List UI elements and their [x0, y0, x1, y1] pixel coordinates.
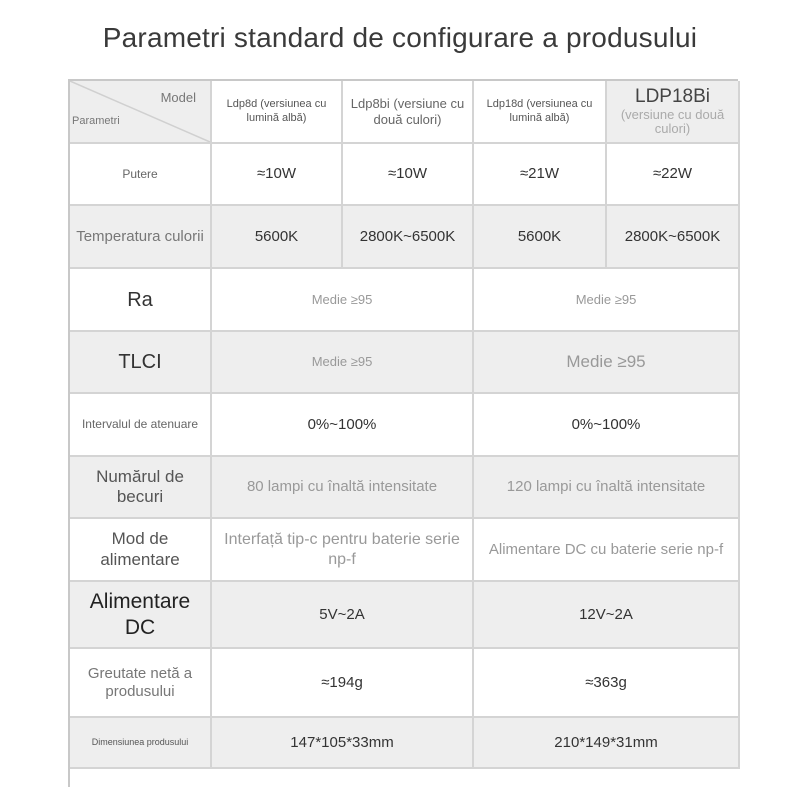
- header-col-ldp8d: Ldp8d (versiunea cu lumină albă): [212, 81, 343, 144]
- row-label-tlci: TLCI: [70, 332, 212, 394]
- row-label-putere: Putere: [70, 144, 212, 206]
- row-label-becuri: Numărul de becuri: [70, 457, 212, 519]
- row-label-atenuare: Intervalul de atenuare: [70, 394, 212, 457]
- corner-model-label: Model: [160, 90, 196, 105]
- cell-atenuare-left: 0%~100%: [212, 394, 474, 457]
- cell-becuri-left: 80 lampi cu înaltă intensitate: [212, 457, 474, 519]
- row-label-dc: Alimentare DC: [70, 582, 212, 649]
- cell-becuri-right: 120 lampi cu înaltă intensitate: [474, 457, 740, 519]
- row-label-alimentare: Mod de alimentare: [70, 519, 212, 582]
- header-col-ldp18bi: [607, 81, 740, 144]
- cell-ra-left: Medie ≥95: [212, 269, 474, 332]
- cell-dimensiuni-right: 210*149*31mm: [474, 718, 740, 769]
- cell-temp-2: 2800K~6500K: [343, 206, 474, 269]
- spec-table: [68, 79, 738, 787]
- cell-temp-4: 2800K~6500K: [607, 206, 740, 269]
- header-col4-main: LDP18Bi: [635, 86, 710, 108]
- row-label-greutate: Greutate netă a produsului: [70, 649, 212, 718]
- cell-alimentare-left: Interfață tip-c pentru baterie serie np-f: [212, 519, 474, 582]
- cell-dimensiuni-left: 147*105*33mm: [212, 718, 474, 769]
- page-title: Parametri standard de configurare a produsului: [102, 22, 698, 53]
- cell-putere-1: ≈10W: [212, 144, 343, 206]
- corner-param-label: Parametri: [72, 114, 120, 127]
- cell-temp-3: 5600K: [474, 206, 607, 269]
- cell-tlci-left: Medie ≥95: [212, 332, 474, 394]
- header-col-ldp18d: Ldp18d (versiunea cu lumină albă): [474, 81, 607, 144]
- row-label-dimensiuni: Dimensiunea produsului: [70, 718, 212, 769]
- cell-putere-3: ≈21W: [474, 144, 607, 206]
- row-label-ra: Ra: [70, 269, 212, 332]
- cell-ra-right: Medie ≥95: [474, 269, 740, 332]
- cell-atenuare-right: 0%~100%: [474, 394, 740, 457]
- cell-putere-2: ≈10W: [343, 144, 474, 206]
- cell-putere-4: ≈22W: [607, 144, 740, 206]
- row-label-temperatura: Temperatura culorii: [70, 206, 212, 269]
- cell-temp-1: 5600K: [212, 206, 343, 269]
- header-corner-cell: [70, 81, 212, 144]
- header-col-ldp8bi: Ldp8bi (versiune cu două culori): [343, 81, 474, 144]
- cell-tlci-right: Medie ≥95: [474, 332, 740, 394]
- cell-alimentare-right: Alimentare DC cu baterie serie np-f: [474, 519, 740, 582]
- cell-dc-right: 12V~2A: [474, 582, 740, 649]
- header-col4-sub: (versiune cu două culori): [620, 107, 725, 136]
- cell-greutate-left: ≈194g: [212, 649, 474, 718]
- cell-dc-left: 5V~2A: [212, 582, 474, 649]
- cell-greutate-right: ≈363g: [474, 649, 740, 718]
